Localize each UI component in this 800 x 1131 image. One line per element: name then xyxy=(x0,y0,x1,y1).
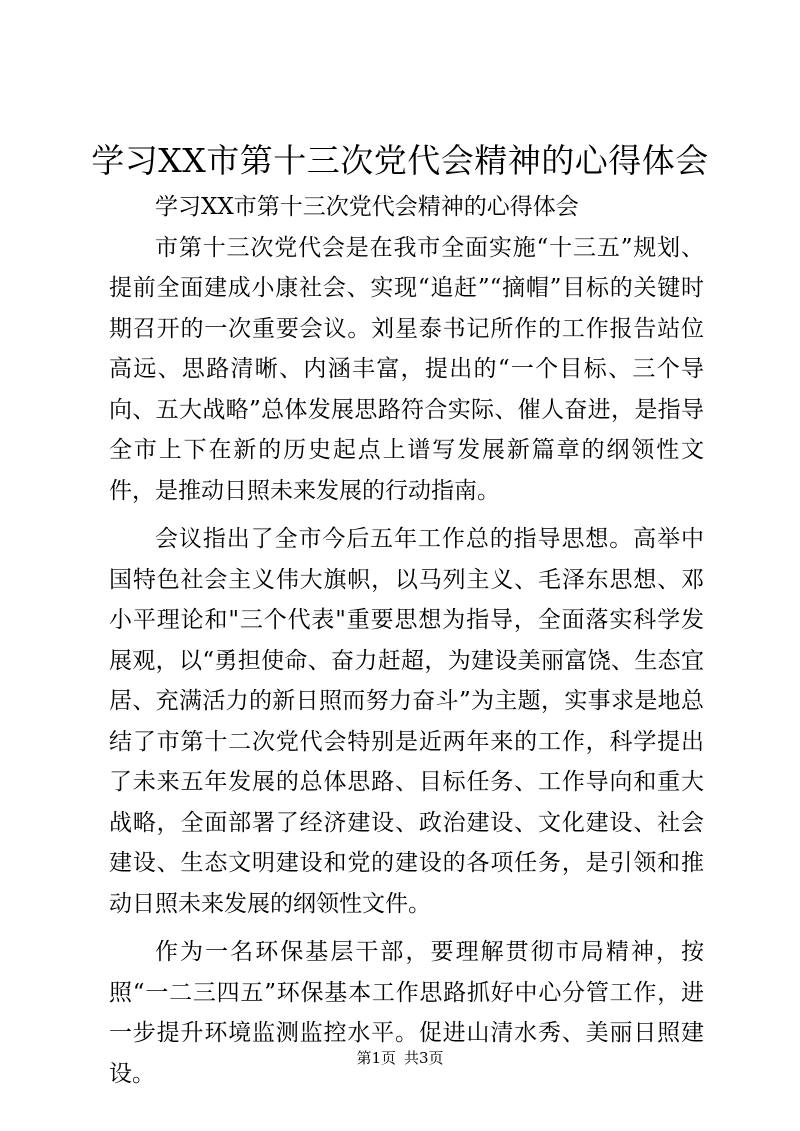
paragraph-1: 市第十三次党代会是在我市全面实施“十三五”规划、提前全面建成小康社会、实现“追赶”“摘帽”目标的关键时期召开的一次重要会议。刘星泰书记所作的工作报告站位高远、思路清晰、内涵丰富，提出的“一个目标、三个导向、五大战略”总体发展思路符合实际、催人奋进，是指导全市上下在新的历史起点上谱写发展新篇章的纲领性文件，是推动日照未来发展的行动指南。 xyxy=(109,234,704,504)
document-subtitle: 学习XX市第十三次党代会精神的心得体会 xyxy=(155,194,579,220)
paragraph-3: 作为一名环保基层干部，要理解贯彻市局精神，按照“一二三四五”环保基本工作思路抓好中心分管工作，进一步提升环境监测监控水平。促进山清水秀、美丽日照建设。 xyxy=(109,939,704,1087)
page-footer xyxy=(0,1048,800,1068)
document-body xyxy=(109,187,704,1094)
page-number: 第1页 xyxy=(356,1049,396,1067)
paragraph-2: 会议指出了全市今后五年工作总的指导思想。高举中国特色社会主义伟大旗帜，以马列主义、毛泽东思想、邓小平理论和"三个代表"重要思想为指导，全面落实科学发展观，以“勇担使命、奋力赶超，为建设美丽富饶、生态宜居、充满活力的新日照而努力奋斗”为主题，实事求是地总结了市第十二次党代会特别是近两年来的工作，科学提出了未来五年发展的总体思路、目标任务、工作导向和重大战略，全面部署了经济建设、政治建设、文化建设、社会建设、生态文明建设和党的建设的各项任务，是引领和推动日照未来发展的纲领性文件。 xyxy=(109,526,704,917)
document-title: 学习XX市第十三次党代会精神的心得体会 xyxy=(91,141,709,180)
page-total: 共3页 xyxy=(404,1049,444,1067)
